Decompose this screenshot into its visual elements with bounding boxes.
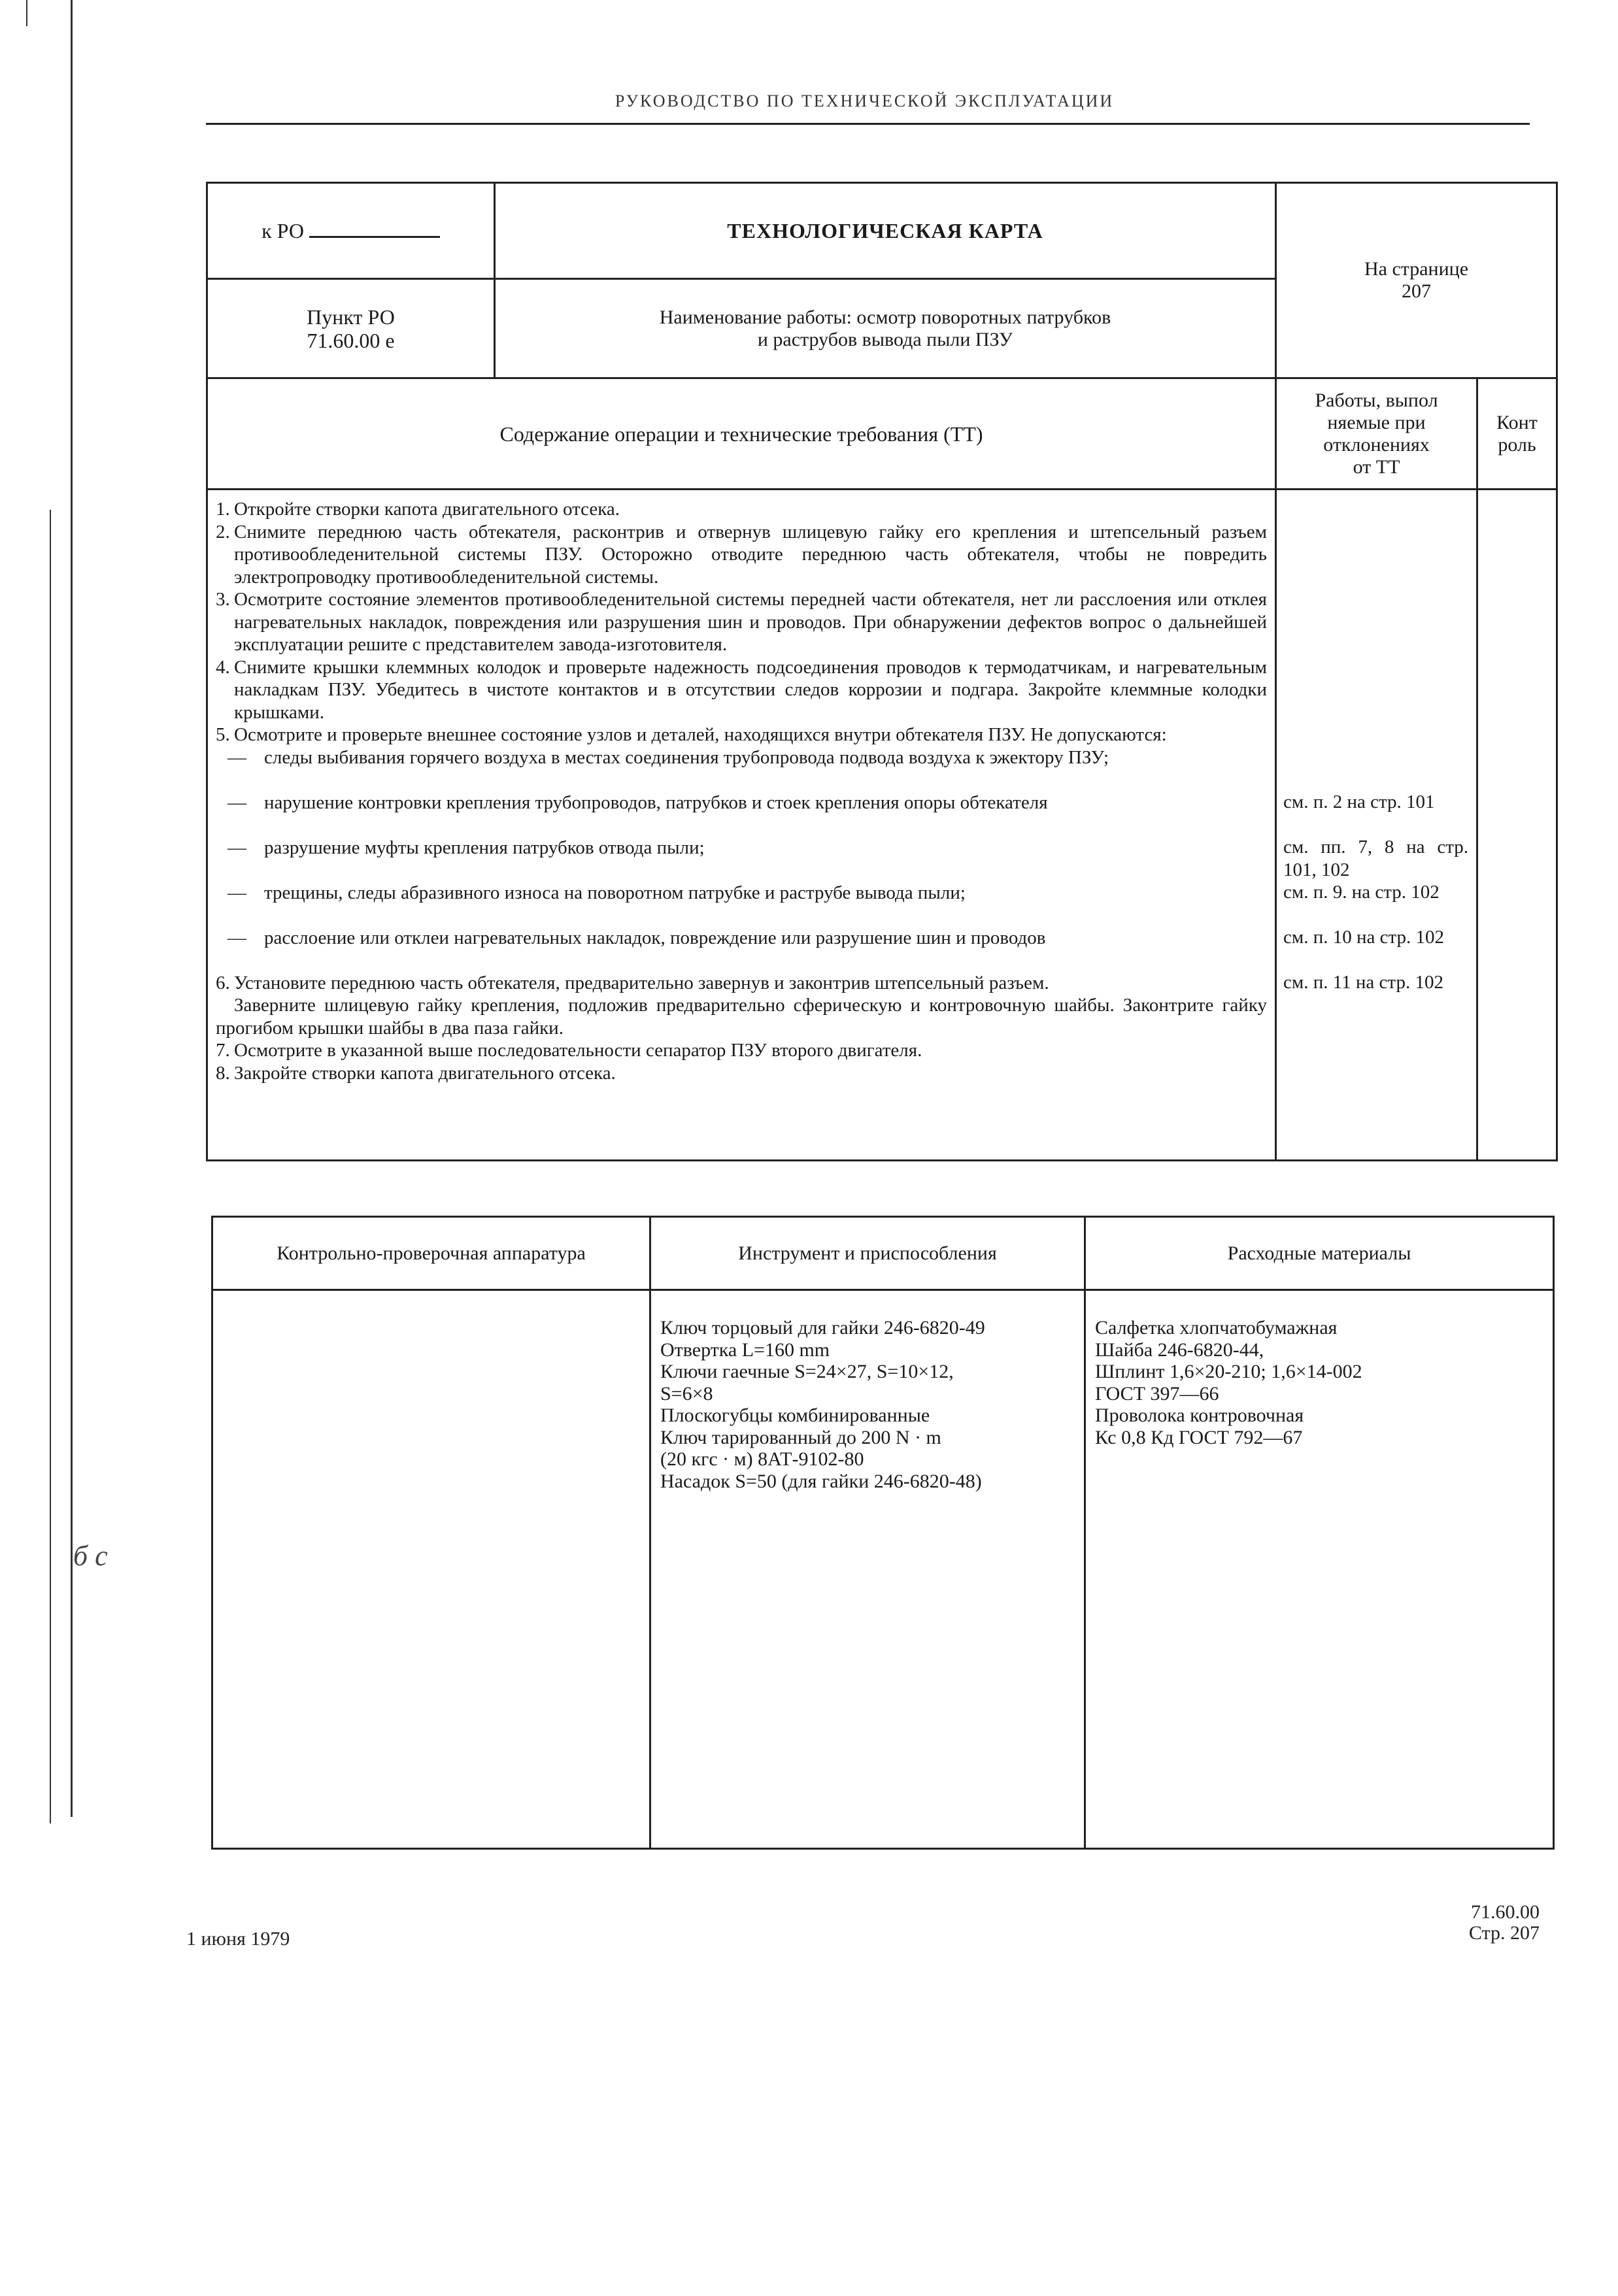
defect-text: разрушение муфты крепления патрубков отвода пыли; — [264, 837, 705, 858]
tool-item: S=6×8 — [660, 1382, 713, 1405]
material-item: Кс 0,8 Кд ГОСТ 792—67 — [1095, 1426, 1303, 1448]
work-name-line: и раструбов вывода пыли ПЗУ — [757, 328, 1013, 350]
margin-line — [50, 510, 51, 1823]
col-control-text: роль — [1498, 433, 1536, 456]
defect-row — [216, 882, 1267, 927]
card-title: ТЕХНОЛОГИЧЕСКАЯ КАРТА — [495, 183, 1276, 279]
step-num: 7. — [216, 1040, 230, 1061]
step-num: 8. — [216, 1062, 230, 1084]
item-label: Пункт РО — [307, 305, 395, 329]
step-num: 5. — [216, 724, 230, 745]
col-deviation-header — [1276, 378, 1477, 490]
dash: — — [228, 882, 246, 903]
material-item: ГОСТ 397—66 — [1095, 1382, 1219, 1405]
col-materials-header: Расходные материалы — [1085, 1217, 1554, 1290]
defect-row — [216, 791, 1267, 837]
step-row — [216, 972, 1267, 995]
defect-ref: см. п. 11 на стр. 102 — [1283, 972, 1443, 993]
margin-tick — [26, 0, 27, 26]
step-row — [216, 498, 1267, 521]
deviation-cell — [1276, 490, 1477, 1161]
defect-ref: см. п. 9. на стр. 102 — [1283, 882, 1440, 903]
materials-cell — [1085, 1290, 1554, 1849]
col-tools-header: Инструмент и приспособления — [650, 1217, 1085, 1290]
page-number: 207 — [1402, 280, 1431, 302]
tool-item: Ключ торцовый для гайки 246-6820-49 — [660, 1317, 985, 1339]
material-item: Шайба 246-6820-44, — [1095, 1339, 1264, 1361]
tools-cell — [650, 1290, 1085, 1849]
footer-section: 71.60.00 — [1471, 1901, 1540, 1923]
tool-item: Ключ тарированный до 200 N · m — [660, 1426, 941, 1448]
footer-page: Стр. 207 — [1468, 1922, 1540, 1944]
operations-cell — [207, 490, 1276, 1161]
work-name-cell — [495, 279, 1276, 378]
step-num: 3. — [216, 589, 230, 610]
col-control-text: Конт — [1496, 411, 1538, 433]
defect-text: расслоение или отклеи нагревательных накладок, повреждение или разрушение шин и проводов — [264, 927, 1046, 948]
ref-blank — [309, 236, 440, 238]
defect-text: следы выбивания горячего воздуха в местах соединения трубопровода подвода воздуха к эжектору ПЗУ; — [264, 746, 1109, 768]
header-rule — [206, 123, 1530, 125]
equipment-cell — [212, 1290, 650, 1849]
step-text: Установите переднюю часть обтекателя, предварительно завернув и законтрив штепсельный разъем. — [234, 972, 1049, 993]
step-text: Осмотрите в указанной выше последовательности сепаратор ПЗУ второго двигателя. — [234, 1040, 922, 1061]
material-item: Проволока контровочная — [1095, 1405, 1304, 1426]
control-cell — [1477, 490, 1557, 1161]
running-header: РУКОВОДСТВО ПО ТЕХНИЧЕСКОЙ ЭКСПЛУАТАЦИИ — [615, 92, 1115, 110]
material-item: Салфетка хлопчатобумажная — [1095, 1317, 1338, 1339]
work-name-line: Наименование работы: осмотр поворотных патрубков — [659, 306, 1111, 328]
col-equipment-header: Контрольно-проверочная аппаратура — [212, 1217, 650, 1290]
page-label: На странице — [1364, 258, 1469, 280]
dash: — — [228, 927, 246, 948]
defect-text: трещины, следы абразивного износа на поворотном патрубке и раструбе вывода пыли; — [264, 882, 966, 903]
defect-row — [216, 927, 1267, 972]
col-deviation-text: няемые при — [1327, 411, 1426, 433]
defect-text: нарушение контровки крепления трубопроводов, патрубков и стоек крепления опоры обтекателя — [264, 791, 1048, 813]
defect-ref: см. п. 10 на стр. 102 — [1283, 927, 1445, 948]
footer-date: 1 июня 1979 — [186, 1928, 290, 1950]
material-item: Шплинт 1,6×20-210; 1,6×14-002 — [1095, 1361, 1362, 1382]
page-cell — [1276, 183, 1557, 378]
step-text: Снимите крышки клеммных колодок и проверьте надежность подсоединения проводов к термодатчикам, и нагревательным накладкам ПЗУ. Убедитесь в чистоте контактов и в отсутствии следов коррозии и подгара. Закройте клеммные колодки крышками. — [234, 656, 1267, 723]
step-text: Закройте створки капота двигательного отсека. — [234, 1062, 616, 1084]
col-deviation-text: отклонениях — [1323, 433, 1430, 456]
tool-item: Насадок S=50 (для гайки 246-6820-48) — [660, 1470, 982, 1492]
defect-ref: см. пп. 7, 8 на стр. 101, 102 — [1283, 837, 1468, 880]
step-row — [216, 521, 1267, 589]
step-row — [216, 1062, 1267, 1085]
footer-page-ref — [1469, 1902, 1540, 1944]
step-num: 1. — [216, 499, 230, 520]
step-num: 6. — [216, 972, 230, 993]
step-text: Снимите переднюю часть обтекателя, расконтрив и отвернув шлицевую гайку его крепления и штепсельный разъем противообледенительной системы ПЗУ. Осторожно отводите переднюю часть обтекателя, чтобы не повредить электропроводку противообледенительной системы. — [234, 521, 1267, 588]
step-num: 2. — [216, 521, 230, 542]
dash: — — [228, 837, 246, 858]
defect-row — [216, 746, 1267, 791]
item-value: 71.60.00 е — [307, 328, 395, 352]
step-row — [216, 588, 1267, 656]
ref-cell — [207, 183, 495, 279]
step-text: Осмотрите состояние элементов противообледенительной системы передней части обтекателя, нет ли расслоения или отклея нагревательных накладок, повреждения или разрушения шин и проводов. При обнаружении дефектов вопрос о дальнейшей эксплуатации решите с представителем завода-изготовителя. — [234, 589, 1267, 655]
step-text: Осмотрите и проверьте внешнее состояние узлов и деталей, находящихся внутри обтекателя ПЗУ. Не допускаются: — [234, 724, 1167, 745]
tool-item: Ключи гаечные S=24×27, S=10×12, — [660, 1361, 954, 1382]
margin-handwriting: б с — [73, 1540, 108, 1572]
item-cell — [207, 279, 495, 378]
ref-label: к РО — [261, 219, 304, 242]
dash: — — [228, 746, 246, 768]
defect-ref: см. п. 2 на стр. 101 — [1283, 791, 1435, 812]
step-row — [216, 1039, 1267, 1062]
resources-table — [211, 1216, 1555, 1850]
tool-item: Отвертка L=160 mm — [660, 1339, 830, 1361]
tech-card-table — [206, 182, 1558, 1161]
col-content-header: Содержание операции и технические требования (ТТ) — [207, 378, 1276, 490]
step-text-continued: Заверните шлицевую гайку крепления, подложив предварительно сферическую и контровочную шайбы. Законтрите гайку прогибом крышки шайбы в два паза гайки. — [216, 995, 1267, 1039]
step-text: Откройте створки капота двигательного отсека. — [234, 499, 620, 520]
defect-row — [216, 837, 1267, 882]
step-row — [216, 724, 1267, 746]
col-control-header — [1477, 378, 1557, 490]
tool-item: (20 кгс · м) 8АТ-9102-80 — [660, 1448, 864, 1470]
step-row — [216, 656, 1267, 724]
tool-item: Плоскогубцы комбинированные — [660, 1405, 930, 1426]
col-deviation-text: от ТТ — [1353, 456, 1400, 478]
step-num: 4. — [216, 656, 230, 678]
dash: — — [228, 791, 246, 813]
margin-line — [71, 0, 73, 1817]
col-deviation-text: Работы, выпол — [1315, 389, 1438, 411]
